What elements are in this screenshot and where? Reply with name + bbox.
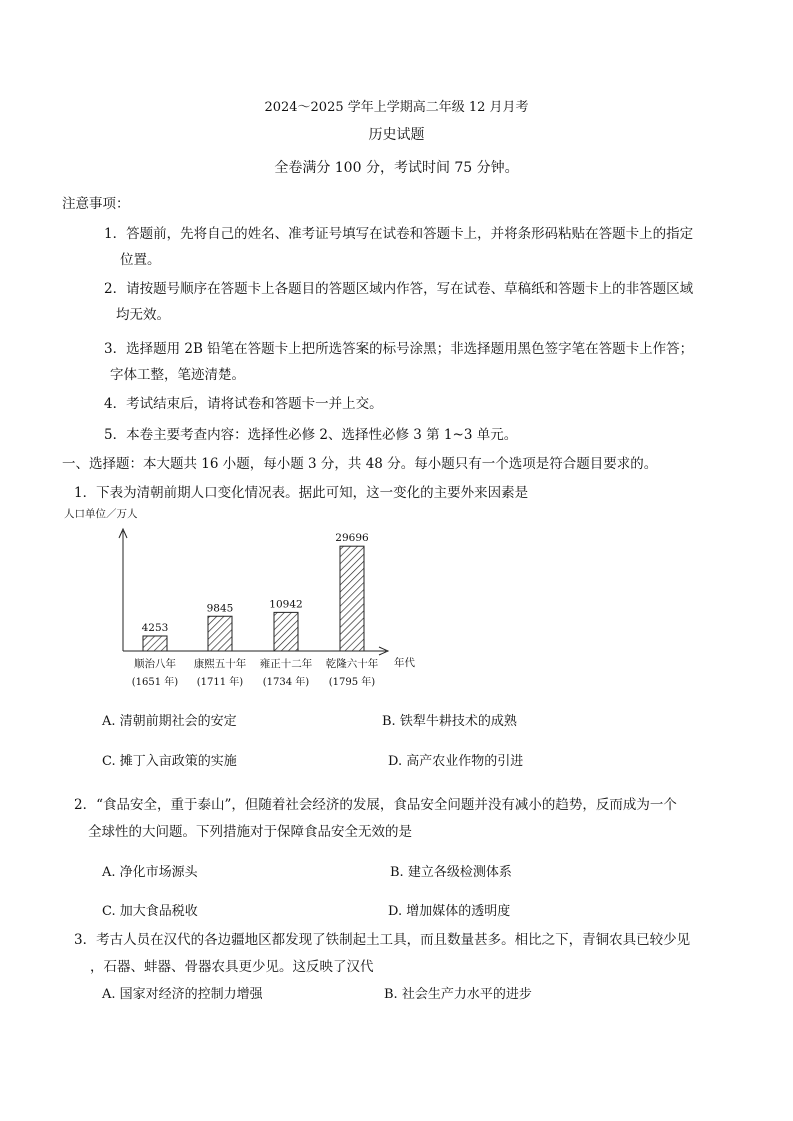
chart-category-year-label: (1651 年) (131, 677, 179, 688)
chart-category-label: 乾隆六十年 (325, 658, 379, 670)
chart-bar (340, 546, 364, 651)
chart-category-label: 雍正十二年 (259, 658, 313, 670)
chart-bar (208, 616, 232, 651)
notice-item-2 (104, 277, 693, 297)
chart-category-label: 顺治八年 (134, 658, 176, 670)
chart-bar (143, 636, 167, 651)
q2-option-d[interactable]: D. 增加媒体的透明度 (388, 904, 511, 919)
chart-value-label: 4253 (141, 621, 169, 634)
chart-y-axis-label: 人口单位／万人 (64, 508, 138, 520)
chart-value-label: 10942 (269, 598, 303, 611)
notice-item-text: 本卷主要考查内容：选择性必修 2、选择性必修 3 第 1~3 单元。 (126, 427, 518, 443)
chart-x-axis-label: 年代 (394, 657, 415, 669)
q1-option-a[interactable]: A. 清朝前期社会的安定 (102, 714, 237, 729)
notice-item-text: 考试结束后，请将试卷和答题卡一并上交。 (126, 396, 383, 412)
question-3-stem-line2: ，石器、蚌器、骨器农具更少见。这反映了汉代 (90, 959, 374, 975)
notice-item-text: 请按题号顺序在答题卡上各题目的答题区域内作答，写在试卷、草稿纸和答题卡上的非答题区域 (126, 281, 694, 297)
notice-item-number: 4． (104, 396, 127, 412)
q2-option-b[interactable]: B. 建立各级检测体系 (390, 865, 512, 880)
exam-meta: 全卷满分 100 分，考试时间 75 分钟。 (274, 160, 519, 176)
notice-item-5 (104, 423, 517, 443)
question-2-stem-line2: 全球性的大问题。下列措施对于保障食品安全无效的是 (88, 824, 412, 840)
q3-option-b[interactable]: B. 社会生产力水平的进步 (384, 987, 532, 1002)
q1-option-b[interactable]: B. 铁犁牛耕技术的成熟 (382, 714, 517, 729)
notice-item-text: 答题前，先将自己的姓名、准考证号填写在试卷和答题卡上，并将条形码粘贴在答题卡上的指定 (126, 226, 694, 242)
q3-option-a[interactable]: A. 国家对经济的控制力增强 (102, 987, 263, 1002)
exam-subject: 历史试题 (368, 127, 425, 143)
notice-item-1-cont: 位置。 (120, 252, 161, 268)
population-bar-chart (60, 504, 440, 694)
question-3-stem-line1: 3．考古人员在汉代的各边疆地区都发现了铁制起土工具，而且数量甚多。相比之下，青铜农具已较少见 (74, 932, 691, 948)
chart-value-label: 9845 (206, 602, 234, 615)
notice-item-number: 3． (104, 341, 127, 357)
notice-item-number: 1． (104, 226, 127, 242)
notice-item-2-cont: 均无效。 (116, 307, 170, 323)
exam-title: 2024～2025 学年上学期高二年级 12 月月考 (264, 100, 529, 115)
notice-item-number: 5． (104, 427, 127, 443)
notice-item-number: 2． (104, 281, 127, 297)
question-2-stem-line1: 2．“食品安全，重于泰山”，但随着社会经济的发展，食品安全问题并没有减小的趋势，反而成为一个 (74, 797, 677, 813)
chart-bar (274, 612, 298, 651)
notice-item-3-cont: 字体工整，笔迹清楚。 (110, 367, 245, 383)
notice-heading: 注意事项： (62, 196, 130, 212)
chart-category-year-label: (1711 年) (196, 677, 244, 688)
notice-item-4 (104, 392, 383, 412)
chart-category-year-label: (1795 年) (328, 677, 376, 688)
question-1-stem: 1．下表为清朝前期人口变化情况表。据此可知，这一变化的主要外来因素是 (74, 485, 529, 501)
notice-item-1 (104, 222, 693, 242)
chart-value-label: 29696 (335, 532, 369, 545)
q1-option-d[interactable]: D. 高产农业作物的引进 (388, 754, 524, 769)
q1-option-c[interactable]: C. 摊丁入亩政策的实施 (102, 754, 237, 769)
chart-category-year-label: (1734 年) (262, 677, 310, 688)
q2-option-a[interactable]: A. 净化市场源头 (102, 865, 198, 880)
chart-category-label: 康熙五十年 (193, 658, 247, 670)
section-heading: 一、选择题：本大题共 16 小题，每小题 3 分，共 48 分。每小题只有一个选项是符合题目要求的。 (62, 456, 658, 472)
notice-item-text: 选择题用 2B 铅笔在答题卡上把所选答案的标号涂黑；非选择题用黑色签字笔在答题卡上作答； (126, 341, 694, 357)
notice-item-3 (104, 337, 693, 357)
q2-option-c[interactable]: C. 加大食品税收 (102, 904, 198, 919)
